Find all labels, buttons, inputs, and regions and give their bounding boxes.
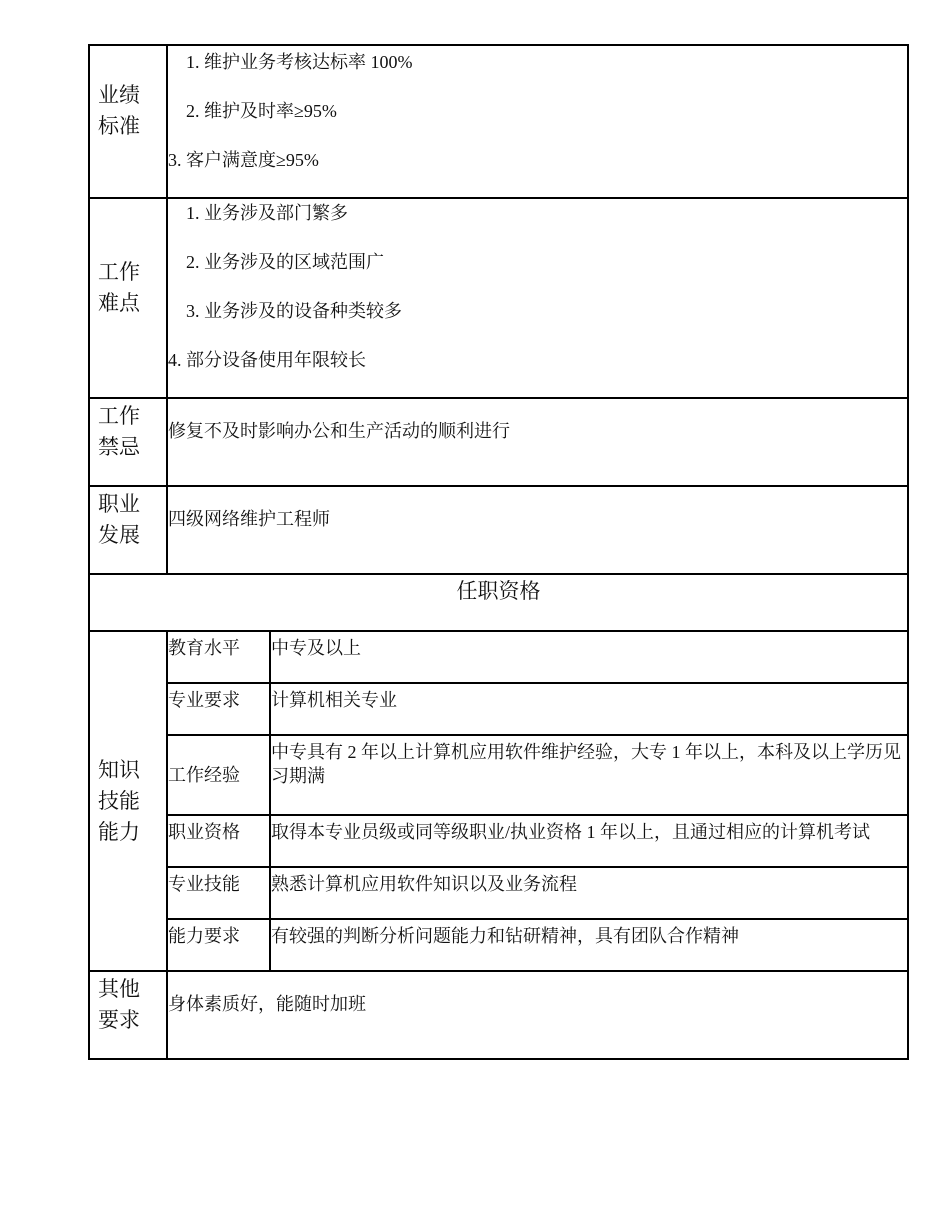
qualification-title-row	[89, 574, 908, 631]
performance-header: 业绩 标准	[89, 45, 167, 198]
performance-item-1: 1. 维护业务考核达标率 100%	[186, 52, 413, 72]
knowledge-label-skills: 专业技能	[167, 867, 270, 919]
knowledge-row-6	[89, 919, 908, 971]
job-description-table	[88, 44, 909, 1060]
difficulty-cell	[167, 198, 908, 398]
difficulty-item-2: 2. 业务涉及的区域范围广	[186, 252, 384, 272]
other-text: 身体素质好，能随时加班	[167, 971, 908, 1059]
knowledge-row-1	[89, 631, 908, 683]
other-row	[89, 971, 908, 1059]
knowledge-row-3	[89, 735, 908, 815]
knowledge-value-skills: 熟悉计算机应用软件知识以及业务流程	[270, 867, 908, 919]
career-row	[89, 486, 908, 574]
knowledge-value-ability: 有较强的判断分析问题能力和钻研精神，具有团队合作精神	[270, 919, 908, 971]
prohibition-row	[89, 398, 908, 486]
knowledge-row-4	[89, 815, 908, 867]
other-header: 其他 要求	[89, 971, 167, 1059]
difficulty-item-4: 4. 部分设备使用年限较长	[168, 350, 366, 370]
performance-item-3: 3. 客户满意度≥95%	[168, 150, 319, 170]
knowledge-value-major: 计算机相关专业	[270, 683, 908, 735]
knowledge-label-major: 专业要求	[167, 683, 270, 735]
difficulty-row	[89, 198, 908, 398]
knowledge-value-education: 中专及以上	[270, 631, 908, 683]
knowledge-label-education: 教育水平	[167, 631, 270, 683]
difficulty-item-1: 1. 业务涉及部门繁多	[186, 203, 348, 223]
career-header: 职业 发展	[89, 486, 167, 574]
prohibition-header: 工作 禁忌	[89, 398, 167, 486]
knowledge-label-ability: 能力要求	[167, 919, 270, 971]
knowledge-label-experience: 工作经验	[167, 735, 270, 815]
performance-item-2: 2. 维护及时率≥95%	[186, 101, 337, 121]
knowledge-row-2	[89, 683, 908, 735]
knowledge-row-5	[89, 867, 908, 919]
prohibition-text: 修复不及时影响办公和生产活动的顺利进行	[167, 398, 908, 486]
difficulty-item-3: 3. 业务涉及的设备种类较多	[186, 301, 402, 321]
knowledge-header: 知识 技能 能力	[89, 631, 167, 971]
knowledge-value-certification: 取得本专业员级或同等级职业/执业资格 1 年以上，且通过相应的计算机考试	[270, 815, 908, 867]
qualification-title: 任职资格	[89, 574, 908, 631]
job-description-table-container	[88, 44, 907, 1060]
knowledge-value-experience: 中专具有 2 年以上计算机应用软件维护经验，大专 1 年以上，本科及以上学历见习期满	[270, 735, 908, 815]
performance-row	[89, 45, 908, 198]
knowledge-label-certification: 职业资格	[167, 815, 270, 867]
performance-cell	[167, 45, 908, 198]
difficulty-header: 工作 难点	[89, 198, 167, 398]
career-text: 四级网络维护工程师	[167, 486, 908, 574]
